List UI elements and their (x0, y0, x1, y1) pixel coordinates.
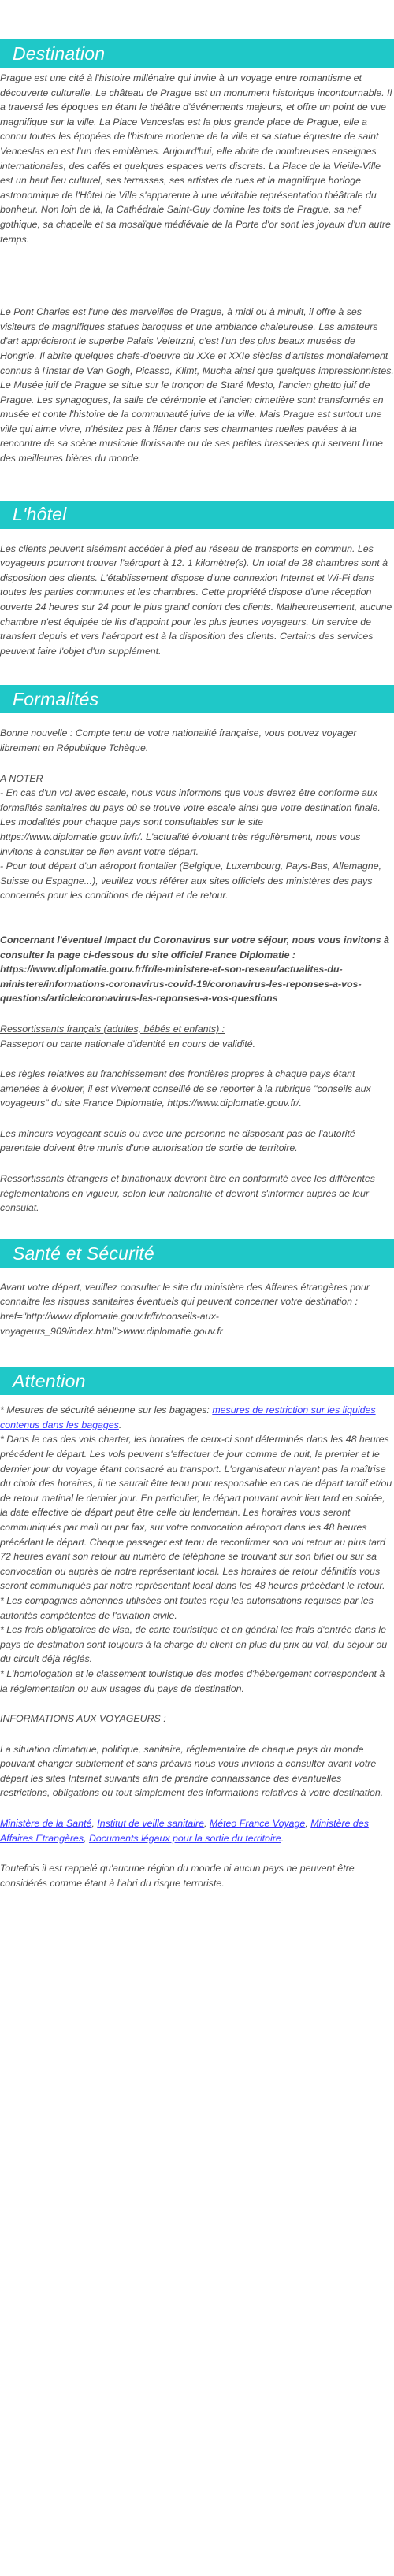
section-attention (0, 1338, 394, 1890)
link-documents-legaux[interactable]: Documents légaux pour la sortie du territoire (88, 1832, 281, 1844)
section-formalites (0, 658, 394, 1215)
fr-nationals-title: Ressortissants français (adultes, bébés et enfants) : (0, 1023, 225, 1034)
attention-item-2: * Dans le cas des vols charter, les horaires de ceux-ci sont déterminés dans les 48 heures précédent le départ. Les vols peuvent s'effectuer de jour comme de nuit, le premier et le dernier jour du voyage étant consacré au transport. L'organisateur n'ayant pas la maîtrise du choix des horaires, il ne saurait être tenu pour responsable en cas de départ tardif et/ou de retour matinal le dernier jour. En particulier, le départ pouvant avoir lieu tard en soirée, la date effective de départ peut être celle du lendemain. Les horaires vous seront communiqués par mail ou par fax, sur votre convocation aéroport dans les 48 heures précédant le départ. Chaque passager est tenu de reconfirmer son vol retour au plus tard 72 heures avant son retour au numéro de téléphone se trouvant sur son billet ou sur sa convocation ou auprès de notre représentant local. Les horaires de retour définitifs vous seront communiqués par notre représentant local dans les 48 heures précédant le retour. (0, 1434, 392, 1592)
section-destination (0, 0, 394, 466)
link-list-end: . (281, 1832, 284, 1844)
section-sante (0, 1216, 394, 1338)
destination-paragraph-2: Le Pont Charles est l'une des merveilles de Prague, à midi ou à minuit, il offre à ses visiteurs de magnifiques statues baroques et une ambiance chaleureuse. Les amateurs d'art apprécieront le superbe Palais Veletrzni, c'est l'un des plus beaux musées de Hongrie. Il abrite quelques chefs-d'oeuvre du XXe et XXIe siècles d'artistes mondialement connus à l'instar de Van Gogh, Picasso, Klimt, Mucha ainsi que quelques impressionnistes. Le Musée juif de Prague se situe sur le tronçon de Staré Mesto, l'ancien ghetto juif de Prague. Les synagogues, la salle de cérémonie et l'ancien cimetière sont transformés en musée et conte l'histoire de la communauté juive de la ville. Mais Prague est surtout une ville qui aime vivre, n'hésitez pas à flâner dans ses charmantes ruelles pavées à la rencontre de sa scène musicale florissante ou de ses petites brasseries qui servent l'une des meilleures bières du monde. (0, 306, 394, 464)
minors-notice: Les mineurs voyageant seuls ou avec une personne ne disposant pas de l'autorité parentale doivent être munis d'une autorisation de sortie de territoire. (0, 1127, 355, 1154)
sante-paragraph: Avant votre départ, veuillez consulter le site du ministère des Affaires étrangères pour connaitre les risques sanitaires éventuels qui peuvent concerner votre destination : href="http://www.diplomatie.gouv.fr/fr/conseils-aux-voyageurs_909/index.html">www.diplomatie.gouv.fr (0, 1281, 370, 1337)
attention-item-1-text: * Mesures de sécurité aérienne sur les bagages: (0, 1405, 213, 1416)
nota-item-3: - Pour tout départ d'un aéroport frontalier (Belgique, Luxembourg, Pays-Bas, Allemagne, Suisse ou Espagne...), veuillez vous référer aux sites officiels des ministères des pays concernés pour les conditions de départ et de retour. (0, 861, 382, 901)
nota-title: A NOTER (0, 772, 43, 784)
section-title: Formalités (13, 689, 99, 710)
section-title: Destination (13, 43, 106, 64)
info-voyageurs-title: INFORMATIONS AUX VOYAGEURS : (0, 1713, 166, 1725)
border-rules: Les règles relatives au franchissement des frontières propres à chaque pays étant amenées à évoluer, il est vivement conseillé de se reporter à la rubrique "conseils aux voyageurs" du site France Diplomatie, https://www.diplomatie.gouv.fr/. (0, 1068, 371, 1109)
link-meteo-france-voyage[interactable]: Méteo France Voyage (209, 1818, 306, 1830)
section-header-destination (0, 39, 394, 68)
section-hotel (0, 466, 394, 659)
section-header-sante (0, 1239, 394, 1268)
info-voyageurs-text: La situation climatique, politique, sanitaire, réglementaire de chaque pays du monde pouvant changer subitement et sans préavis nous vous invitons à consulter avant votre départ les sites Internet suivants afin de prendre connaissance des éventuelles restrictions, obligations ou tout simplement des informations relatives à votre destination. (0, 1743, 384, 1799)
link-separator: , (305, 1818, 311, 1830)
section-header-hotel (0, 501, 394, 529)
covid-notice: Concernant l'éventuel Impact du Coronavirus sur votre séjour, nous vous invitons à consulter la page ci-dessous du site officiel France Diplomatie : https://www.diplomatie.gouv.fr/fr/le-ministere-et-son-reseau/actualites-du-ministere/informations-coronavirus-covid-19/coronavirus-les-reponses-a-vos-questions/article/coronavirus-les-reponses-a-vos-questions (0, 934, 389, 1005)
section-title: Santé et Sécurité (13, 1242, 154, 1264)
link-ministere-sante[interactable]: Ministère de la Santé (0, 1818, 92, 1830)
foreign-nationals (0, 1171, 394, 1216)
section-title: L'hôtel (13, 504, 67, 525)
section-header-formalites (0, 685, 394, 713)
nota-item-2: Les modalités pour chaque pays sont consultables sur le site https://www.diplomatie.gouv.fr/fr/. L'actualité évoluant très régulièrement, nous vous invitons à consulter ce lien avant votre départ. (0, 816, 361, 857)
link-institut-veille-sanitaire[interactable]: Institut de veille sanitaire (97, 1818, 204, 1830)
link-ministere-affaires-etrangeres[interactable]: Ministère des Affaires Etrangères (0, 1818, 369, 1844)
foreign-nationals-text: devront être en conformité avec les différentes réglementations en vigueur, selon leur nationalité et devront s'informer auprès de leur consulat. (0, 1173, 375, 1214)
hotel-paragraph: Les clients peuvent aisément accéder à pied au réseau de transports en commun. Les voyageurs pourront trouver l'aéroport à 12. 1 kilomètre(s). Un total de 28 chambres sont à disposition des clients. L'établissement dispose d'une connexion Internet et Wi-Fi dans toutes les parties communes et les chambres. Cette propriété dispose d'une réception ouverte 24 heures sur 24 pour le plus grand confort des clients. Malheureusement, aucune chambre n'est équipée de lits d'appoint pour les plus jeunes voyageurs. Un service de transfert depuis et vers l'aéroport est à la disposition des clients. Certains des services peuvent faire l'objet d'un supplément. (0, 542, 392, 657)
fr-nationals-text: Passeport ou carte nationale d'identité en cours de validité. (0, 1038, 256, 1049)
section-title: Attention (13, 1370, 86, 1391)
attention-item-5: * L'homologation et le classement touristique des modes d'hébergement correspondent à la réglementation ou aux usages du pays de destination. (0, 1667, 385, 1694)
attention-item-1 (0, 1403, 394, 1432)
formalites-intro: Bonne nouvelle : Compte tenu de votre nationalité française, vous pouvez voyager librement en République Tchèque. (0, 727, 357, 753)
attention-item-3: * Les compagnies aériennes utilisées ont toutes reçu les autorisations requises par les autorités compétentes de l'aviation civile. (0, 1594, 374, 1621)
liquids-restriction-link[interactable]: mesures de restriction sur les liquides contenus dans les bagages (0, 1405, 376, 1430)
terrorism-notice: Toutefois il est rappelé qu'aucune région du monde ni aucun pays ne peuvent être considérés comme étant à l'abri du risque terroriste. (0, 1863, 355, 1889)
foreign-nationals-title: Ressortissants étrangers et binationaux (0, 1173, 172, 1185)
link-separator: , (203, 1818, 210, 1830)
official-links (0, 1816, 394, 1845)
nota-item-1: - En cas d'un vol avec escale, nous vous informons que vous devrez être conforme aux formalités sanitaires du pays où se trouve votre escale ainsi que votre destination finale. (0, 787, 381, 813)
attention-item-1-end: . (118, 1419, 122, 1430)
section-header-attention (0, 1367, 394, 1395)
attention-item-4: * Les frais obligatoires de visa, de carte touristique et en général les frais d'entrée dans le pays de destination sont toujours à la charge du client en plus du prix du vol, du séjour ou du circuit déjà réglés. (0, 1624, 388, 1665)
destination-paragraph-1: Prague est une cité à l'histoire millénaire qui invite à un voyage entre romantisme et découverte culturelle. Le château de Prague est un monument historique incontournable. Il a traversé les époques en étant le théâtre d'événements majeurs, et offre un point de vue magnifique sur la ville. La Place Venceslas est la plus grande place de Prague, elle a connu toutes les épopées de l'histoire moderne de la ville et sa statue équestre de saint Venceslas en est l'un des emblèmes. Aujourd'hui, elle abrite de nombreuses enseignes internationales, des cafés et quelques espaces verts discrets. La Place de la Vieille-Ville est un haut lieu culturel, ses terrasses, ses artistes de rues et la magnifique horloge astronomique de l'Hôtel de Ville s'apparente à une véritable représentation théâtrale du bonheur. Non loin de là, la Cathédrale Saint-Guy domine les toits de Prague, sa nef gothique, sa chapelle et sa mosaïque médiévale de la Porte d'or sont les joyaux d'un autre temps. (0, 72, 392, 245)
link-separator: , (84, 1832, 89, 1844)
link-separator: , (91, 1818, 98, 1830)
